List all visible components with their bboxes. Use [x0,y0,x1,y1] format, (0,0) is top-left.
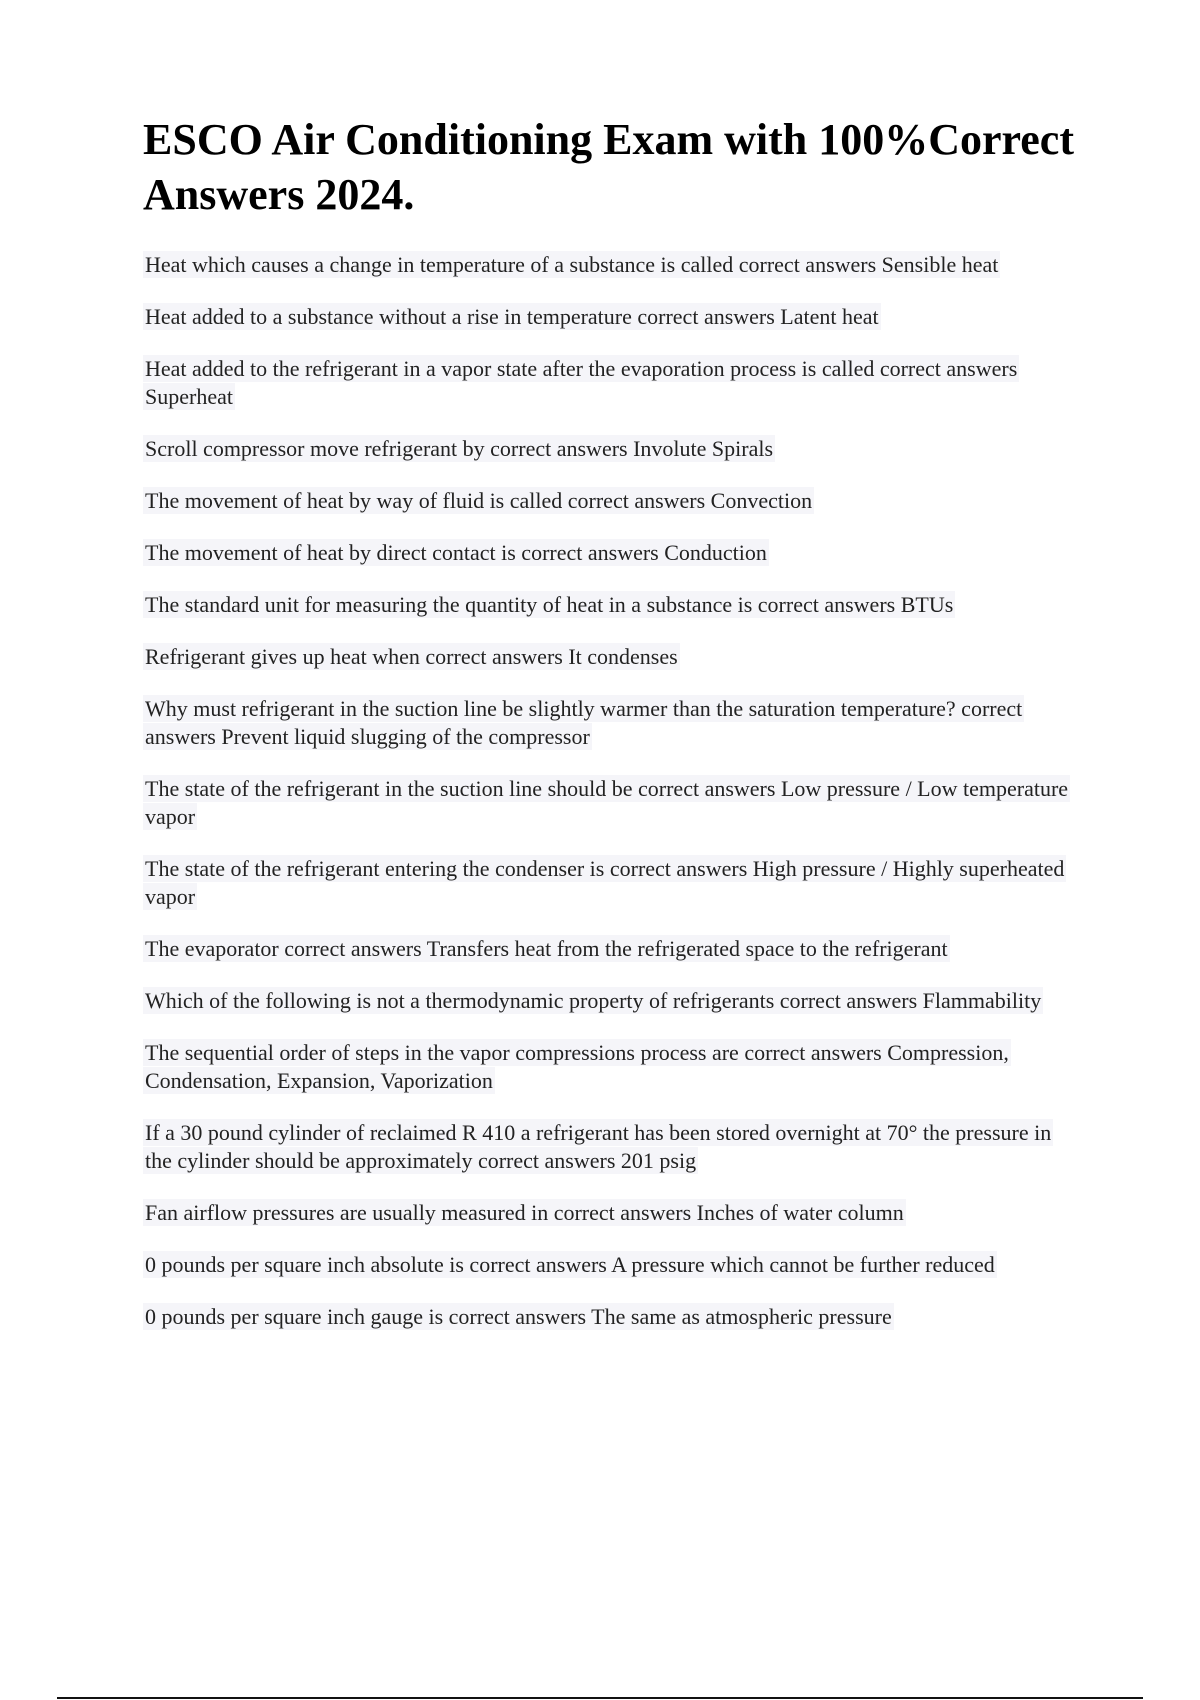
qa-text: The movement of heat by way of fluid is called correct answers Convection [145,488,813,513]
qa-text: Which of the following is not a thermodynamic property of refrigerants correct answers Flammability [145,988,1042,1013]
qa-item [143,775,1083,831]
qa-text: The evaporator correct answers Transfers heat from the refrigerated space to the refrigerant [145,936,948,961]
qa-item [143,355,1083,411]
qa-text: The standard unit for measuring the quantity of heat in a substance is correct answers BTUs [145,592,954,617]
qa-item [143,1303,1083,1331]
qa-text: Fan airflow pressures are usually measured in correct answers Inches of water column [145,1200,904,1225]
qa-item [143,695,1083,751]
qa-text: Heat which causes a change in temperature of a substance is called correct answers Sensible heat [145,252,999,277]
qa-item [143,1251,1083,1279]
qa-item [143,539,1083,567]
qa-text: If a 30 pound cylinder of reclaimed R 410 a refrigerant has been stored overnight at 70° the pressure in the cylinder should be approximately correct answers 201 psig [145,1120,1052,1173]
qa-text: Why must refrigerant in the suction line be slightly warmer than the saturation temperature? correct answers Prevent liquid slugging of the compressor [145,696,1023,749]
qa-item [143,1199,1083,1227]
qa-text: 0 pounds per square inch absolute is correct answers A pressure which cannot be further reduced [145,1252,995,1277]
qa-item [143,251,1083,279]
qa-item [143,303,1083,331]
qa-item [143,1119,1083,1175]
qa-text: Heat added to a substance without a rise in temperature correct answers Latent heat [145,304,879,329]
qa-item [143,591,1083,619]
qa-text: Refrigerant gives up heat when correct answers It condenses [145,644,678,669]
qa-item [143,435,1083,463]
qa-text: The sequential order of steps in the vapor compressions process are correct answers Compression, Condensation, Expansion, Vaporization [145,1040,1009,1093]
qa-item [143,487,1083,515]
qa-item [143,987,1083,1015]
qa-item [143,935,1083,963]
page-title: ESCO Air Conditioning Exam with 100%Correct Answers 2024. [143,115,1074,219]
qa-text: 0 pounds per square inch gauge is correct answers The same as atmospheric pressure [145,1304,892,1329]
qa-text: Scroll compressor move refrigerant by correct answers Involute Spirals [145,436,774,461]
qa-text: The state of the refrigerant in the suction line should be correct answers Low pressure / Low temperature vapor [145,776,1069,829]
qa-text: The state of the refrigerant entering the condenser is correct answers High pressure / Highly superheated vapor [145,856,1065,909]
qa-text: The movement of heat by direct contact is correct answers Conduction [145,540,767,565]
qa-item [143,855,1083,911]
qa-text: Heat added to the refrigerant in a vapor state after the evaporation process is called correct answers Superheat [145,356,1018,409]
footer-rule [57,1697,1143,1699]
qa-item [143,643,1083,671]
qa-list [143,251,1083,1355]
qa-item [143,1039,1083,1095]
